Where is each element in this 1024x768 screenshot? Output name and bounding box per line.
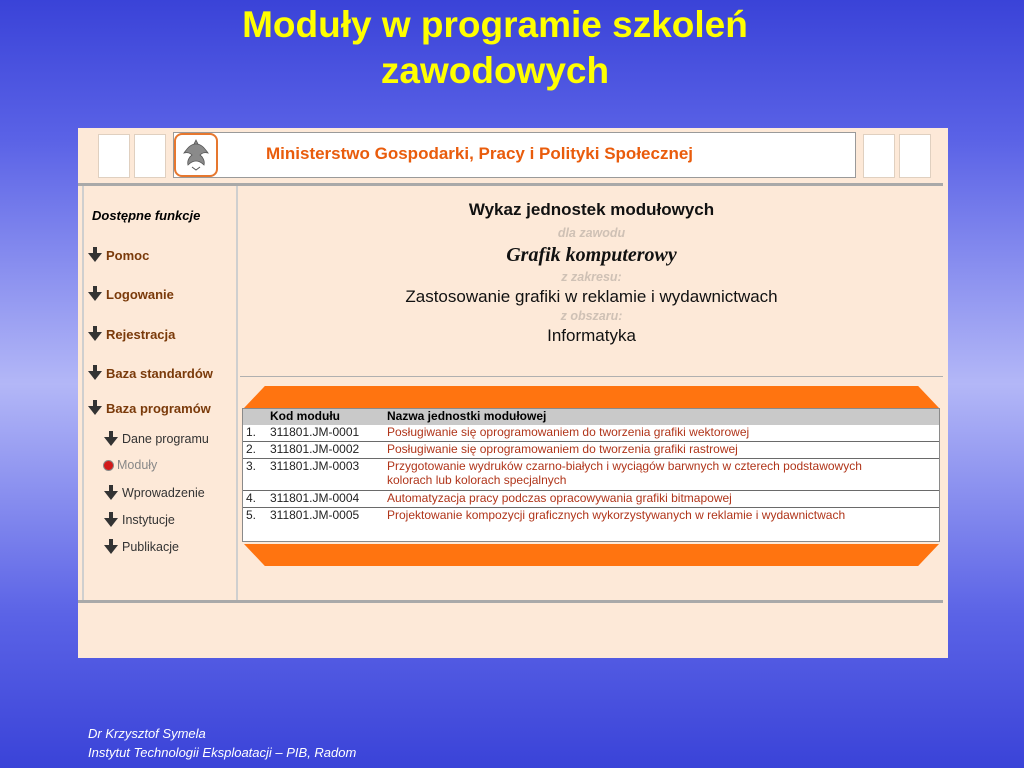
sidebar-item-baza-programow[interactable] (88, 401, 211, 416)
subitem-publikacje[interactable] (104, 540, 179, 554)
header-box-right-2 (899, 134, 931, 178)
header-box-right-1 (863, 134, 895, 178)
sidebar-item-baza-standardow[interactable] (88, 366, 213, 381)
occupation-name: Grafik komputerowy (506, 244, 677, 266)
row-number: 2. (246, 442, 257, 456)
subitem-label: Instytucje (122, 513, 175, 527)
scope-label: z zakresu: (561, 270, 622, 284)
list-title: Wykaz jednostek modułowych (468, 200, 715, 219)
area-label: z obszaru: (560, 309, 623, 323)
author-institute: Instytut Technologii Eksploatacji – PIB, Radom (88, 745, 357, 760)
slide-title-line2: zawodowych (380, 50, 610, 91)
browser-screenshot (78, 128, 948, 658)
row-number: 5. (246, 508, 257, 522)
arrow-down-icon (88, 292, 102, 301)
slide-title-line1: Moduły w programie szkoleń (242, 4, 748, 45)
table-header (243, 409, 939, 425)
table-row[interactable] (243, 459, 939, 491)
arrow-down-icon (88, 253, 102, 262)
arrow-down-icon (104, 491, 118, 500)
area-value: Informatyka (547, 326, 636, 345)
row-name-link[interactable]: Automatyzacja pracy podczas opracowywania grafiki bitmapowej (387, 491, 732, 505)
slide-footer (88, 724, 356, 762)
ministry-banner (173, 132, 856, 178)
row-number: 3. (246, 459, 257, 473)
arrow-down-icon (104, 545, 118, 554)
row-code: 311801.JM-0001 (270, 425, 360, 439)
modules-table (242, 408, 940, 542)
sidebar-item-pomoc[interactable] (88, 248, 149, 263)
scope-value: Zastosowanie grafiki w reklamie i wydawnictwach (405, 287, 778, 306)
footer-divider (78, 600, 943, 603)
row-name-link[interactable]: Posługiwanie się oprogramowaniem do tworzenia grafiki rastrowej (387, 442, 738, 456)
sidebar-item-label: Logowanie (106, 287, 174, 302)
eagle-emblem-icon (174, 133, 218, 177)
subitem-label: Wprowadzenie (122, 486, 205, 500)
table-row[interactable] (243, 508, 939, 539)
row-name-link[interactable]: Projektowanie kompozycji graficznych wykorzystywanych w reklamie i wydawnictwach (387, 508, 846, 522)
slide-title (0, 2, 990, 94)
table-row[interactable] (243, 442, 939, 459)
page-header (78, 128, 948, 186)
header-code: Kod modułu (270, 409, 340, 423)
table-bottom-band (244, 544, 939, 566)
table-row[interactable] (243, 491, 939, 508)
occupation-label: dla zawodu (557, 226, 626, 240)
subitem-dane-programu[interactable] (104, 432, 209, 446)
sidebar-item-label: Baza standardów (106, 366, 213, 381)
arrow-down-icon (104, 437, 118, 446)
row-name-link[interactable]: Przygotowanie wydruków czarno-białych i wyciągów barwnych w czterech podstawowych kolorach lub kolorach specjalnych (387, 459, 862, 487)
author-name: Dr Krzysztof Symela (88, 726, 206, 741)
header-box-left-2 (134, 134, 166, 178)
sidebar-item-rejestracja[interactable] (88, 327, 175, 342)
row-code: 311801.JM-0002 (270, 442, 360, 456)
main-content (240, 186, 943, 600)
sidebar-item-label: Baza programów (106, 401, 211, 416)
row-number: 1. (246, 425, 257, 439)
sidebar-item-logowanie[interactable] (88, 287, 174, 302)
subitem-instytucje[interactable] (104, 513, 175, 527)
row-number: 4. (246, 491, 257, 505)
subitem-label: Moduły (117, 458, 158, 472)
sidebar-item-label: Pomoc (106, 248, 150, 263)
subitem-moduly[interactable] (104, 458, 157, 472)
arrow-down-icon (88, 371, 102, 380)
subitem-wprowadzenie[interactable] (104, 486, 205, 500)
sidebar-item-label: Rejestracja (106, 327, 176, 342)
ministry-name: Ministerstwo Gospodarki, Pracy i Polityki Społecznej (266, 144, 694, 163)
content-divider (240, 376, 943, 377)
sidebar-heading: Dostępne funkcje (92, 208, 201, 223)
arrow-down-icon (104, 518, 118, 527)
row-name-link[interactable]: Posługiwanie się oprogramowaniem do tworzenia grafiki wektorowej (387, 425, 750, 439)
row-code: 311801.JM-0004 (270, 491, 360, 505)
row-code: 311801.JM-0003 (270, 459, 360, 473)
header-box-left-1 (98, 134, 130, 178)
arrow-down-icon (88, 332, 102, 341)
subitem-label: Publikacje (122, 540, 179, 554)
sidebar (82, 186, 238, 600)
table-top-band (244, 386, 939, 408)
arrow-down-icon (88, 406, 102, 415)
page-footer (78, 606, 948, 658)
header-name: Nazwa jednostki modułowej (387, 409, 547, 423)
current-item-dot-icon (104, 461, 113, 470)
subitem-label: Dane programu (122, 432, 209, 446)
row-code: 311801.JM-0005 (270, 508, 360, 522)
table-row[interactable] (243, 425, 939, 442)
